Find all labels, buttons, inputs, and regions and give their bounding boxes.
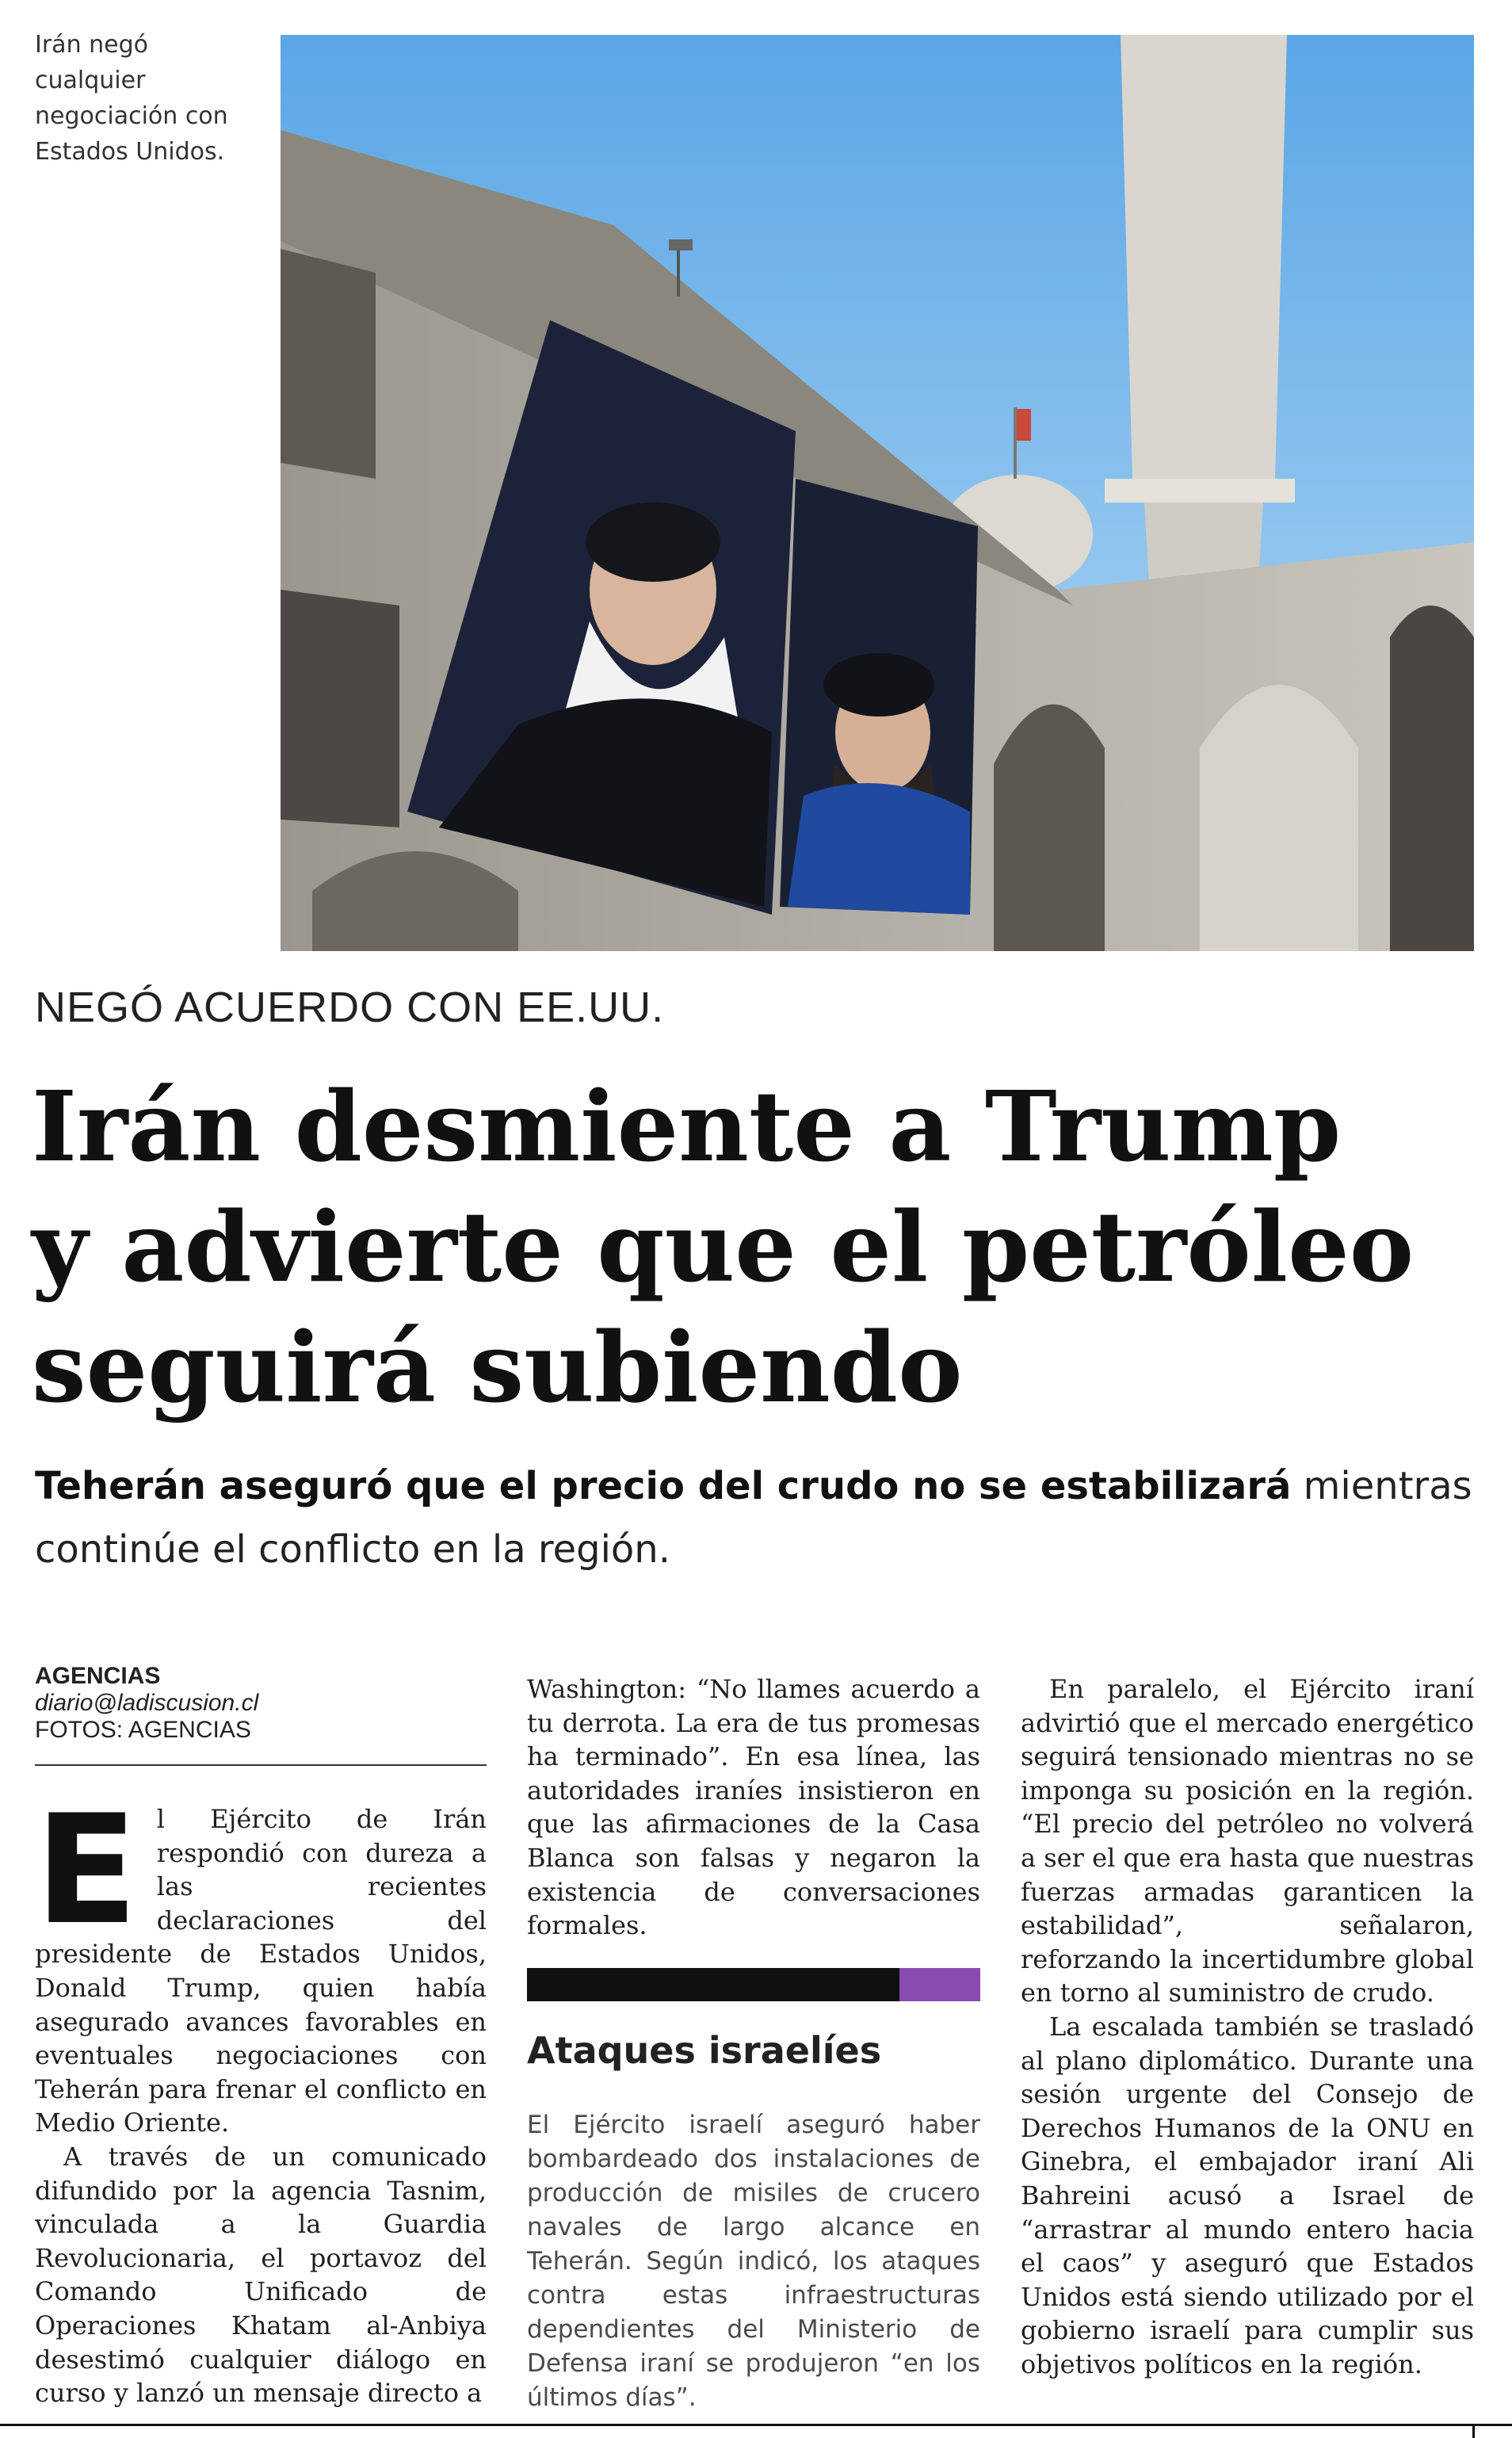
sidebar-header-bar <box>527 1968 980 2001</box>
body-paragraph-3: Washington: “No llames acuerdo a tu derrota. La era de tus promesas ha terminado”. En esa línea, las autoridades iraníes insistieron en que las afirmaciones de la Casa Blanca son falsas y negaron la existencia de conversaciones formales. <box>527 1674 980 1941</box>
body-paragraph-1: l Ejército de Irán respondió con dureza a las recientes declaraciones del presidente de Estados Unidos, Donald Trump, quien había asegurado avances favorables en eventuales negociaciones con Teherán para frenar el conflicto en Medio Oriente. <box>35 1804 487 2138</box>
byline-divider <box>35 1764 487 1766</box>
byline-photos: FOTOS: AGENCIAS <box>35 1717 251 1743</box>
headline-line-3: seguirá subiendo <box>32 1310 963 1424</box>
body-column-3 <box>1021 1672 1474 2381</box>
article-kicker: NEGÓ ACUERDO CON EE.UU. <box>35 984 665 1031</box>
photo-caption: Irán negó cualquier negociación con Estados Unidos. <box>35 31 228 166</box>
headline-line-1: Irán desmiente a Trump <box>32 1069 1342 1183</box>
deck-bold: Teherán aseguró que el precio del crudo no se estabilizará <box>35 1464 1292 1508</box>
sidebar-accent <box>899 1968 980 2001</box>
headline-line-2: y advierte que el petróleo <box>32 1190 1415 1304</box>
page-bottom-rule <box>0 2424 1512 2426</box>
body-paragraph-4: En paralelo, el Ejército iraní advirtió que el mercado energético seguirá tensionado mientras no se imponga su posición en la región. “El precio del petróleo no volverá a ser el que era hasta que nuestras fuerzas armadas garanticen la estabilidad”, señalaron, reforzando la incertidumbre global en torno al suministro de crudo. <box>1021 1674 1474 2008</box>
deck-rest: mientras continúe el conflicto en la región. <box>35 1464 1472 1572</box>
page-bottom-tick <box>1472 2424 1475 2438</box>
body-column-2 <box>527 1672 980 1943</box>
body-column-1 <box>35 1783 487 2410</box>
body-paragraph-5: La escalada también se trasladó al plano diplomático. Durante una sesión urgente del Consejo de Derechos Humanos de la ONU en Ginebra, el embajador iraní Ali Bahreini acusó a Israel de “arrastrar al mundo entero hacia el caos” y aseguró que Estados Unidos está siendo utilizado por el gobierno israelí para cumplir sus objetivos políticos en la región. <box>1021 2011 1474 2379</box>
drop-cap: E <box>35 1783 138 1958</box>
body-paragraph-2: A través de un comunicado difundido por la agencia Tasnim, vinculada a la Guardia Revolucionaria, el portavoz del Comando Unificado de Operaciones Khatam al-Anbiya desestimó cualquier diálogo en curso y lanzó un mensaje directo a <box>35 2141 487 2409</box>
byline <box>35 1663 487 1744</box>
photo-illustration <box>281 35 1474 951</box>
byline-agency: AGENCIAS <box>35 1663 161 1689</box>
sidebar-text: El Ejército israelí aseguró haber bombardeado dos instalaciones de producción de misiles de crucero navales de largo alcance en Teherán. Según indicó, los ataques contra estas infraestructuras dependientes del Ministerio de Defensa iraní se produjeron “en los últimos días”. <box>527 2111 980 2412</box>
byline-email: diario@ladiscusion.cl <box>35 1690 259 1716</box>
sidebar-title: Ataques israelíes <box>527 2029 882 2072</box>
article-photo <box>281 35 1474 951</box>
article-headline <box>32 1066 1490 1427</box>
article-deck <box>35 1454 1485 1581</box>
